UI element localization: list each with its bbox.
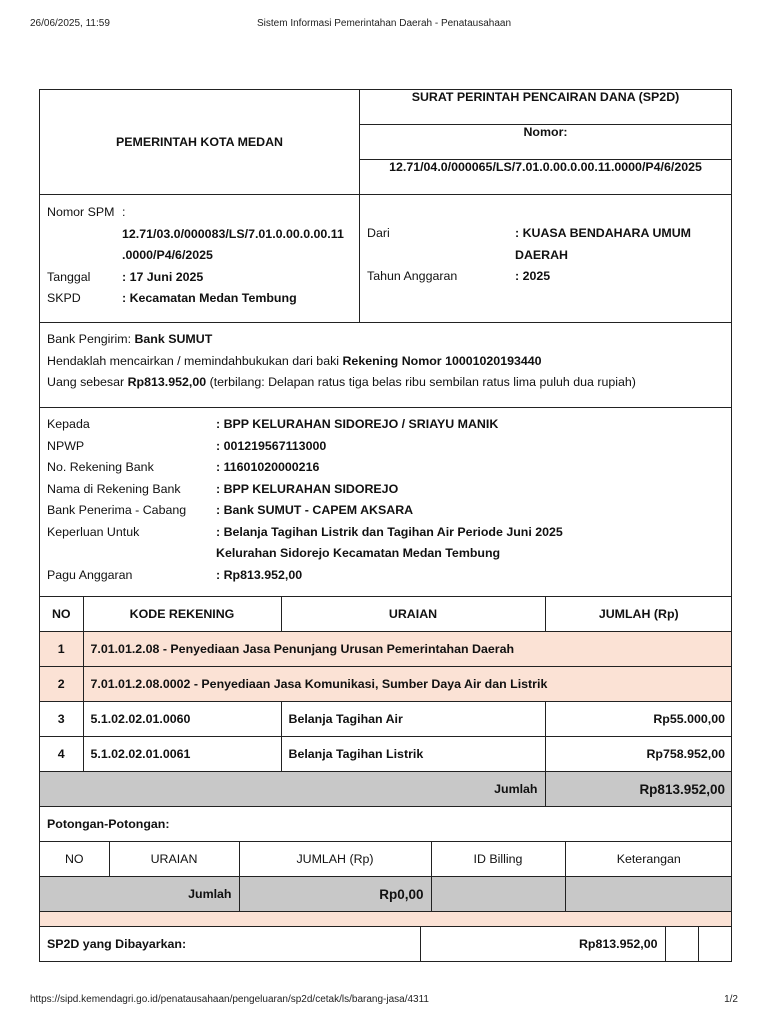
pagu-anggaran-label: Pagu Anggaran [47, 567, 133, 582]
document-title-block [360, 90, 732, 195]
row-kode-rekening: 5.1.02.02.01.0061 [83, 737, 281, 772]
potongan-total-label: Jumlah [40, 877, 239, 912]
npwp-label: NPWP [47, 438, 85, 453]
table-row [40, 737, 732, 772]
kepada-label: Kepada [47, 417, 90, 431]
print-page-title: Sistem Informasi Pemerintahan Daerah - Penatausahaan [256, 18, 512, 29]
potongan-title: Potongan-Potongan: [40, 807, 732, 842]
document-header [40, 90, 732, 195]
potongan-col-uraian: URAIAN [109, 842, 239, 877]
potongan-title-row [40, 807, 732, 842]
spacer-row [40, 912, 732, 927]
items-table [40, 597, 732, 806]
potongan-table [40, 842, 732, 911]
bank-penerima-value: : Bank SUMUT - CAPEM AKSARA [216, 503, 414, 517]
skpd-value: : Kecamatan Medan Tembung [122, 291, 297, 305]
potongan-total-row [40, 877, 732, 912]
potongan-col-id-billing: ID Billing [431, 842, 565, 877]
tanggal-label: Tanggal [47, 269, 91, 284]
table-row [40, 667, 732, 702]
keperluan-value: : Belanja Tagihan Listrik dan Tagihan Air Periode Juni 2025 Kelurahan Sidorejo Kecamatan Medan Tembung [216, 524, 563, 560]
col-header-kode-rekening: KODE REKENING [83, 597, 281, 632]
row-no: 1 [40, 632, 83, 667]
potongan-header-row [40, 842, 732, 877]
row-kode-rekening: 5.1.02.02.01.0060 [83, 702, 281, 737]
dibayarkan-section [40, 927, 732, 962]
rekening-line: Hendaklah mencairkan / memindahbukukan dari baki Rekening Nomor 10001020193440 [47, 353, 542, 368]
nomor-spm-colon: : [122, 205, 126, 219]
row-no: 3 [40, 702, 83, 737]
dibayarkan-row [40, 927, 732, 961]
nomor-spm-value: 12.71/03.0/000083/LS/7.01.0.00.0.00.11 .0000/P4/6/2025 [122, 226, 344, 262]
keperluan-label: Keperluan Untuk [47, 524, 140, 539]
spm-info-section [40, 195, 732, 323]
recipient-section [40, 408, 732, 597]
items-total-label: Jumlah [40, 772, 545, 807]
spacer-band [40, 912, 732, 927]
nomor-spm-label: Nomor SPM [47, 205, 115, 219]
tahun-anggaran-label: Tahun Anggaran [367, 269, 458, 283]
pagu-anggaran-value: : Rp813.952,00 [216, 567, 303, 582]
potongan-col-no: NO [40, 842, 109, 877]
document-title: SURAT PERINTAH PENCAIRAN DANA (SP2D) [360, 90, 731, 125]
row-no: 2 [40, 667, 83, 702]
dibayarkan-container [40, 927, 732, 962]
government-name: PEMERINTAH KOTA MEDAN [40, 90, 360, 195]
bank-penerima-label: Bank Penerima - Cabang [47, 503, 187, 517]
col-header-uraian: URAIAN [281, 597, 545, 632]
uang-sebesar-line: Uang sebesar Rp813.952,00 (terbilang: Delapan ratus tiga belas ribu sembilan ratus lima puluh dua rupiah) [47, 375, 636, 389]
dibayarkan-table [40, 927, 732, 961]
bank-instruction [40, 323, 732, 408]
row-uraian: Belanja Tagihan Air [281, 702, 545, 737]
print-page-number: 1/2 [724, 994, 738, 1005]
potongan-col-jumlah: JUMLAH (Rp) [239, 842, 431, 877]
potongan-col-keterangan: Keterangan [565, 842, 732, 877]
items-total-value: Rp813.952,00 [545, 772, 732, 807]
dari-label: Dari [367, 226, 390, 240]
nama-rekening-value: : BPP KELURAHAN SIDOREJO [216, 481, 399, 496]
row-jumlah: Rp55.000,00 [545, 702, 732, 737]
kepada-value: : BPP KELURAHAN SIDOREJO / SRIAYU MANIK [216, 417, 499, 431]
nomor-value: 12.71/04.0/000065/LS/7.01.0.00.0.00.11.0000/P4/6/2025 [389, 160, 702, 174]
spm-right [360, 195, 732, 323]
col-header-jumlah: JUMLAH (Rp) [545, 597, 732, 632]
items-total-row [40, 772, 732, 807]
print-url: https://sipd.kemendagri.go.id/penatausahaan/pengeluaran/sp2d/cetak/ls/barang-jasa/4311 [30, 994, 429, 1005]
items-section [40, 597, 732, 807]
potongan-container [40, 842, 732, 912]
nama-rekening-label: Nama di Rekening Bank [47, 481, 181, 496]
dari-value: : KUASA BENDAHARA UMUM DAERAH [515, 226, 691, 262]
potongan-section [40, 842, 732, 912]
bank-instruction-section [40, 323, 732, 408]
table-row [40, 632, 732, 667]
col-header-no: NO [40, 597, 83, 632]
tahun-anggaran-value: : 2025 [515, 269, 551, 283]
nomor-label: Nomor: [360, 125, 731, 160]
bank-pengirim-line: Bank Pengirim: Bank SUMUT [47, 332, 213, 346]
table-row [40, 702, 732, 737]
items-header-row [40, 597, 732, 632]
row-sub-kegiatan: 7.01.01.2.08.0002 - Penyediaan Jasa Komunikasi, Sumber Daya Air dan Listrik [83, 667, 732, 702]
recipient-details [40, 408, 732, 597]
sp2d-document [39, 89, 732, 962]
row-no: 4 [40, 737, 83, 772]
row-uraian: Belanja Tagihan Listrik [281, 737, 545, 772]
dibayarkan-label: SP2D yang Dibayarkan: [40, 927, 420, 961]
row-kegiatan: 7.01.01.2.08 - Penyediaan Jasa Penunjang Urusan Pemerintahan Daerah [83, 632, 732, 667]
npwp-value: : 001219567113000 [216, 438, 327, 453]
tanggal-value: : 17 Juni 2025 [122, 269, 204, 284]
potongan-total-value: Rp0,00 [239, 877, 431, 912]
no-rekening-value: : 11601020000216 [216, 460, 320, 474]
skpd-label: SKPD [47, 291, 81, 305]
no-rekening-label: No. Rekening Bank [47, 460, 154, 474]
print-datetime: 26/06/2025, 11:59 [30, 18, 110, 29]
spm-left [40, 195, 360, 323]
items-container [40, 597, 732, 807]
dibayarkan-value: Rp813.952,00 [420, 927, 665, 961]
row-jumlah: Rp758.952,00 [545, 737, 732, 772]
